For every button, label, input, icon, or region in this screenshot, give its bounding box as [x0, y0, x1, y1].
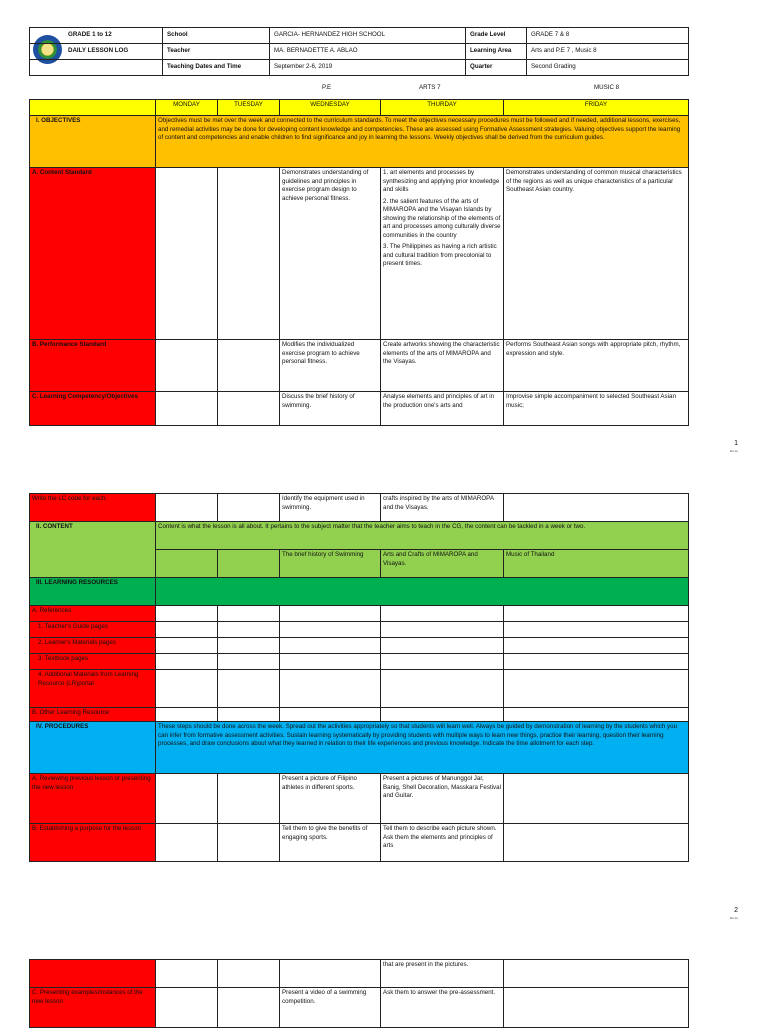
cs-thursday-item-2: 2. the salient features of the arts of MIMAROPA and the Visayan Islands by showing the relationship of the elements of art and processes among culturally diverse communities in the country [383, 197, 501, 239]
teacher-value: MA. BERNADETTE A. ABLAO [270, 44, 466, 60]
page-number-2-caption: Ikb du [729, 915, 738, 920]
subject-music: MUSIC 8 [594, 84, 620, 91]
header-blank [30, 60, 163, 76]
objectives-label: I. OBJECTIVES [30, 116, 156, 168]
procedures-text: These steps should be done across the week. Spread out the activities appropriately so that students will learn well. Always be guided by demonstration of learning by the students which you can infer from formative assessment activities. Sustain learning systematically by providing students with multiple ways to learn new things, practice their learning, question their learning processes, and draw conclusions about what they learned in relation to their life experiences and previous knowledge. Indicate the time allotment for each step. [156, 722, 689, 774]
cs-thursday-item-1: 1. art elements and processes by synthesizing and applying prior knowledge and skills [383, 169, 500, 194]
grade-label: GRADE 1 to 12 [30, 28, 163, 44]
content-text: Content is what the lesson is all about. It pertains to the subject matter that the teacher aims to teach in the CG, the content can be tackled in a week or two. [156, 522, 689, 550]
log-label: DAILY LESSON LOG [30, 44, 163, 60]
continued-thursday: that are present in the pictures. [381, 960, 504, 988]
ps-friday: Performs Southeast Asian songs with appropriate pitch, rhythm, expression and style. [504, 340, 689, 392]
dates-label: Teaching Dates and Time [163, 60, 270, 76]
days-corner [30, 100, 156, 116]
page-number-2 [730, 906, 738, 920]
procedures-label: IV. PROCEDURES [30, 722, 156, 774]
lesson-table-page2 [29, 493, 689, 862]
review-wednesday: Present a picture of Filipino athletes in different sports. [280, 774, 381, 824]
lc-monday [156, 392, 218, 426]
grade-level-value: GRADE 7 & 8 [527, 28, 689, 44]
content-wednesday: The brief history of Swimming [280, 550, 381, 578]
performance-standard-label: B. Performance Standard [30, 340, 156, 392]
purpose-thursday: Tell them to describe each picture shown. Ask them the elements and principles of arts [381, 824, 504, 862]
lc-wednesday: Discuss the brief history of swimming. [280, 392, 381, 426]
day-tuesday: TUESDAY [218, 100, 280, 116]
learning-area-value: Arts and P.E 7 , Music 8 [527, 44, 689, 60]
review-thursday: Present a pictures of Manunggol Jar, Banig, Shell Decoration, Masskara Festival and Guitar. [381, 774, 504, 824]
references-label: A. References [30, 606, 156, 622]
continued-label [30, 960, 156, 988]
dates-value: September 2-6, 2019 [270, 60, 466, 76]
learning-area-label: Learning Area [466, 44, 527, 60]
lc-code-thursday: crafts inspired by the arts of MIMAROPA and the Visayas. [381, 494, 504, 522]
cs-wednesday: Demonstrates understanding of guidelines and principles in exercise program design to achieve personal fitness. [280, 168, 381, 340]
subject-pe: P.E [322, 84, 332, 91]
lc-thursday: Analyse elements and principles of art in the production one's arts and [381, 392, 504, 426]
school-label: School [163, 28, 270, 44]
learners-materials-label: 2. Learner's Materials pages [30, 638, 156, 654]
ps-monday [156, 340, 218, 392]
examples-label: C. Presenting examples/instances of the new lesson [30, 988, 156, 1028]
cs-monday [156, 168, 218, 340]
school-value: GARCIA- HERNANDEZ HIGH SCHOOL [270, 28, 466, 44]
additional-materials-label: 4. Additional Materials from Learning Resource (LR)portal [30, 670, 156, 708]
objectives-text: Objectives must be met over the week and connected to the curriculum standards. To meet the objectives necessary procedures must be followed and if needed, additional lessons, exercises, and remedial activities may be done for developing content knowledge and competencies. These are assessed using Formative Assessment strategies. Valuing objectives support the learning of content and competencies and enable children to find significance and joy in learning the lessons. Weekly objectives shall be derived from the curriculum guides. [156, 116, 689, 168]
ps-thursday: Create artworks showing the characteristic elements of the arts of MIMAROPA and the Visayas. [381, 340, 504, 392]
lc-code-wednesday: Identify the equipment used in swimming. [280, 494, 381, 522]
day-monday: MONDAY [156, 100, 218, 116]
header-table [29, 27, 689, 76]
cs-tuesday [218, 168, 280, 340]
content-thursday: Arts and Crafts of MIMAROPA and Visayas. [381, 550, 504, 578]
purpose-label: B. Establishing a purpose for the lesson [30, 824, 156, 862]
review-label: A. Reviewing previous lesson or presenting the new lesson [30, 774, 156, 824]
page-number-1 [730, 439, 738, 453]
grade-level-label: Grade Level [466, 28, 527, 44]
resources-label: III. LEARNING RESOURCES [30, 578, 156, 606]
lesson-table-page3 [29, 959, 689, 1028]
examples-wednesday: Present a video of a swimming competition. [280, 988, 381, 1028]
day-thursday: THURDAY [381, 100, 504, 116]
ps-tuesday [218, 340, 280, 392]
examples-thursday: Ask them to answer the pre-assessment. [381, 988, 504, 1028]
teachers-guide-label: 1. Teacher's Guide pages [30, 622, 156, 638]
lc-code-tuesday [218, 494, 280, 522]
quarter-value: Second Grading [527, 60, 689, 76]
quarter-label: Quarter [466, 60, 527, 76]
content-tuesday [218, 550, 280, 578]
textbook-label: 3. Textbook pages [30, 654, 156, 670]
ps-wednesday: Modifies the individualized exercise program to achieve personal fitness. [280, 340, 381, 392]
cs-friday: Demonstrates understanding of common musical characteristics of the regions as well as unique characteristics of a particular Southeast Asian country. [504, 168, 689, 340]
content-monday [156, 550, 218, 578]
day-wednesday: WEDNESDAY [280, 100, 381, 116]
page-number-1-caption: Ikb du [729, 448, 738, 453]
content-friday: Music of Thailand [504, 550, 689, 578]
subject-arts: ARTS 7 [419, 84, 441, 91]
lc-tuesday [218, 392, 280, 426]
page-number-2-value: 2 [734, 907, 738, 914]
cs-thursday-item-3: 3. The Philippines as having a rich artistic and cultural tradition from precolonial to present times. [383, 243, 497, 268]
lc-code-monday [156, 494, 218, 522]
purpose-wednesday: Tell them to give the benefits of engaging sports. [280, 824, 381, 862]
competency-label: C. Learning Competency/Objectives [30, 392, 156, 426]
lc-code-friday [504, 494, 689, 522]
lc-code-label: Write the LC code for each. [30, 494, 156, 522]
other-resource-label: B. Other Learning Resource [30, 708, 156, 722]
page-number-1-value: 1 [734, 440, 738, 447]
cs-thursday [381, 168, 504, 340]
lesson-table-page1 [29, 99, 689, 426]
content-standard-label: A. Content Standard [30, 168, 156, 340]
day-friday: FRIDAY [504, 100, 689, 116]
resources-band [156, 578, 689, 606]
content-label: II. CONTENT [30, 522, 156, 578]
lc-friday: Improvise simple accompaniment to selected Southeast Asian music; [504, 392, 689, 426]
teacher-label: Teacher [163, 44, 270, 60]
